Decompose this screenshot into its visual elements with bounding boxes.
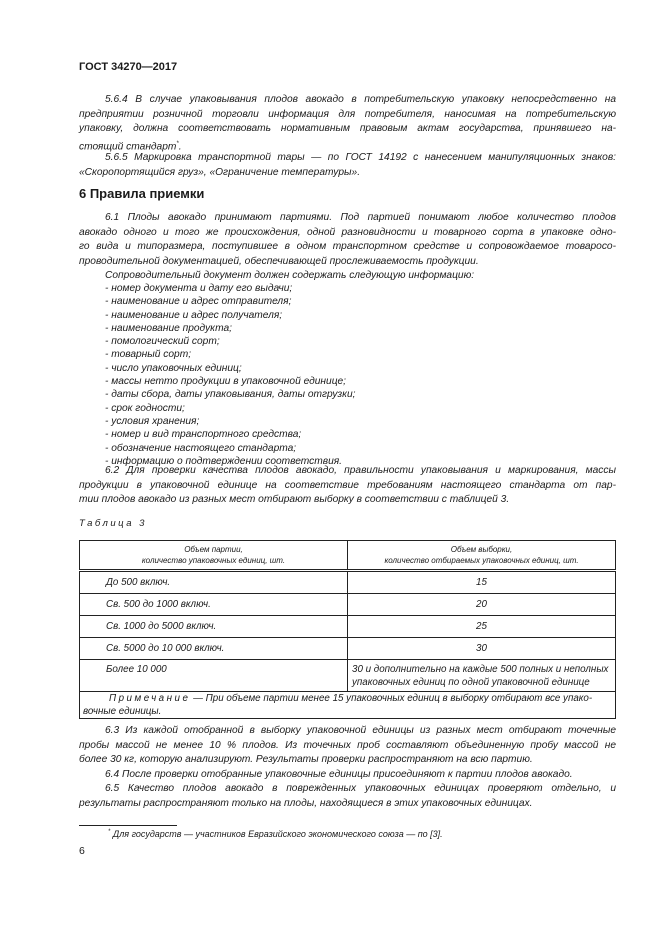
text-line-part: стоящий стандарт xyxy=(79,141,177,153)
text-line: го вида и типоразмера, поступившее в одном транспортном средстве и сопровождаемое товаросо- xyxy=(79,241,616,253)
table-row xyxy=(80,638,616,660)
list-item: - номер документа и дату его выдачи; xyxy=(105,283,293,294)
header-line: количество упаковочных единиц, шт. xyxy=(141,556,286,565)
footnote-divider xyxy=(79,825,177,826)
list-item: - условия хранения; xyxy=(105,415,200,427)
table-note xyxy=(80,692,616,719)
text-line: 5.6.4 В случае упаковывания плодов авокадо в потребительскую упаковку непосредственно на xyxy=(105,94,616,105)
note-label: Примечание xyxy=(109,693,191,704)
text-line: 5.6.5 Маркировка транспортной тары — по ГОСТ 14192 с нанесением манипуляционных знаков: xyxy=(105,152,616,164)
text-line: стоящий стандарт*. xyxy=(79,140,182,153)
required-info-list xyxy=(79,282,616,468)
lot-size-cell: Св. 1000 до 5000 включ. xyxy=(80,616,348,638)
list-item: - срок годности; xyxy=(105,402,185,414)
list-item: - обозначение настоящего стандарта; xyxy=(105,442,297,454)
text-line: результаты распространяют только на плоды, находящиеся в этих упаковочных единицах. xyxy=(79,797,533,809)
footnote-text: Для государств — участников Евразийского экономического союза — по [3]. xyxy=(112,829,443,839)
text-line: тии плодов авокадо из разных мест отбирают выборку в соответствии с таблицей 3. xyxy=(79,494,510,506)
table-header-row xyxy=(80,541,616,571)
table-row xyxy=(80,594,616,616)
list-intro: Сопроводительный документ должен содержать следующую информацию: xyxy=(105,270,475,282)
text-line: проводительной документацией, обеспечивающей прослеживаемость продукции. xyxy=(79,255,479,267)
column-header xyxy=(80,541,348,571)
text-line: 6.2 Для проверки качества плодов авокадо, правильности упаковывания и маркирования, массы xyxy=(105,465,616,476)
list-item: - даты сбора, даты упаковывания, даты отгрузки; xyxy=(105,389,356,401)
lot-size-cell: До 500 включ. xyxy=(80,571,348,594)
paragraph-6-2 xyxy=(79,464,616,508)
paragraph-6-1 xyxy=(79,211,616,284)
sample-size-cell: 25 xyxy=(348,616,616,638)
list-item: - информацию о подтверждении соответствия. xyxy=(105,455,343,467)
footnote-ref: * xyxy=(176,140,179,147)
list-item: - номер и вид транспортного средства; xyxy=(105,429,302,441)
text-line: 6.1 Плоды авокадо принимают партиями. Под партией понимают любое количество плодов xyxy=(105,212,616,223)
header-line: Объем партии, xyxy=(184,545,243,554)
paragraph-6-3 xyxy=(79,724,616,812)
sample-size-cell: 30 и дополнительно на каждые 500 полных и неполных упаковочных единиц по одной упаковочной единице xyxy=(348,660,616,692)
lot-size-cell: Св. 500 до 1000 включ. xyxy=(80,594,348,616)
table-note-row xyxy=(80,692,616,719)
list-item: - массы нетто продукции в упаковочной единице; xyxy=(105,376,347,388)
list-item: - наименование продукта; xyxy=(105,322,232,334)
list-item: - товарный сорт; xyxy=(105,349,192,361)
text-line: продукции в упаковочной единице на соответствие требованиям настоящего стандарта от пар- xyxy=(79,479,616,491)
lot-size-cell: Св. 5000 до 10 000 включ. xyxy=(80,638,348,660)
paragraph-6-4: 6.4 После проверки отобранные упаковочные единицы присоединяют к партии плодов авокадо. xyxy=(105,768,573,780)
text-line: «Скоропортящийся груз», «Ограничение температуры». xyxy=(79,166,361,178)
table-row xyxy=(80,660,616,692)
text-line: пробы массой не менее 10 % плодов. Из точечных проб составляют объединенную пробу массой не xyxy=(79,739,616,751)
page-number: 6 xyxy=(79,845,85,857)
sample-size-cell: 20 xyxy=(348,594,616,616)
table-row xyxy=(80,571,616,594)
footnote-mark: * xyxy=(108,829,111,835)
list-item: - наименование и адрес отправителя; xyxy=(105,296,292,308)
list-item: - помологический сорт; xyxy=(105,336,220,348)
text-line: упаковку, должна соответствовать нормативным правовым актам государства, принявшего на- xyxy=(79,123,616,135)
sample-size-cell: 15 xyxy=(348,571,616,594)
paragraph-5-6-4 xyxy=(79,93,616,181)
text-line: 6.5 Качество плодов авокадо в поврежденных упаковочных единицах проверяют отдельно, и xyxy=(105,783,616,795)
lot-size-cell: Более 10 000 xyxy=(80,660,348,692)
text-line: 6.3 Из каждой отобранной в выборку упаковочной единицы из разных мест отбирают точечные xyxy=(105,725,616,736)
footnote xyxy=(108,829,443,839)
header-line: количество отбираемых упаковочных единиц, шт. xyxy=(384,556,579,565)
list-item: - наименование и адрес получателя; xyxy=(105,309,283,321)
text-line: более 30 кг, которую анализируют. Результаты проверки распространяют на всю партию. xyxy=(79,754,533,766)
note-text: — При объеме партии менее 15 упаковочных единиц в выборку отбирают все упако-вочные единицы. xyxy=(83,693,593,717)
header-line: Объем выборки, xyxy=(450,545,513,554)
sample-size-cell: 30 xyxy=(348,638,616,660)
table-row xyxy=(80,616,616,638)
text-line: предприятии розничной торговли информация для потребителя, наносимая на потребительскую xyxy=(79,108,616,120)
text-line: авокадо одного и того же происхождения, одной разновидности и товарного сорта в упаковке одно- xyxy=(79,226,616,238)
column-header xyxy=(348,541,616,571)
list-item: - число упаковочных единиц; xyxy=(105,362,242,374)
document-header: ГОСТ 34270—2017 xyxy=(79,61,178,73)
sampling-table xyxy=(79,540,616,719)
table-caption: Таблица 3 xyxy=(79,518,147,529)
section-title: 6 Правила приемки xyxy=(79,186,205,201)
